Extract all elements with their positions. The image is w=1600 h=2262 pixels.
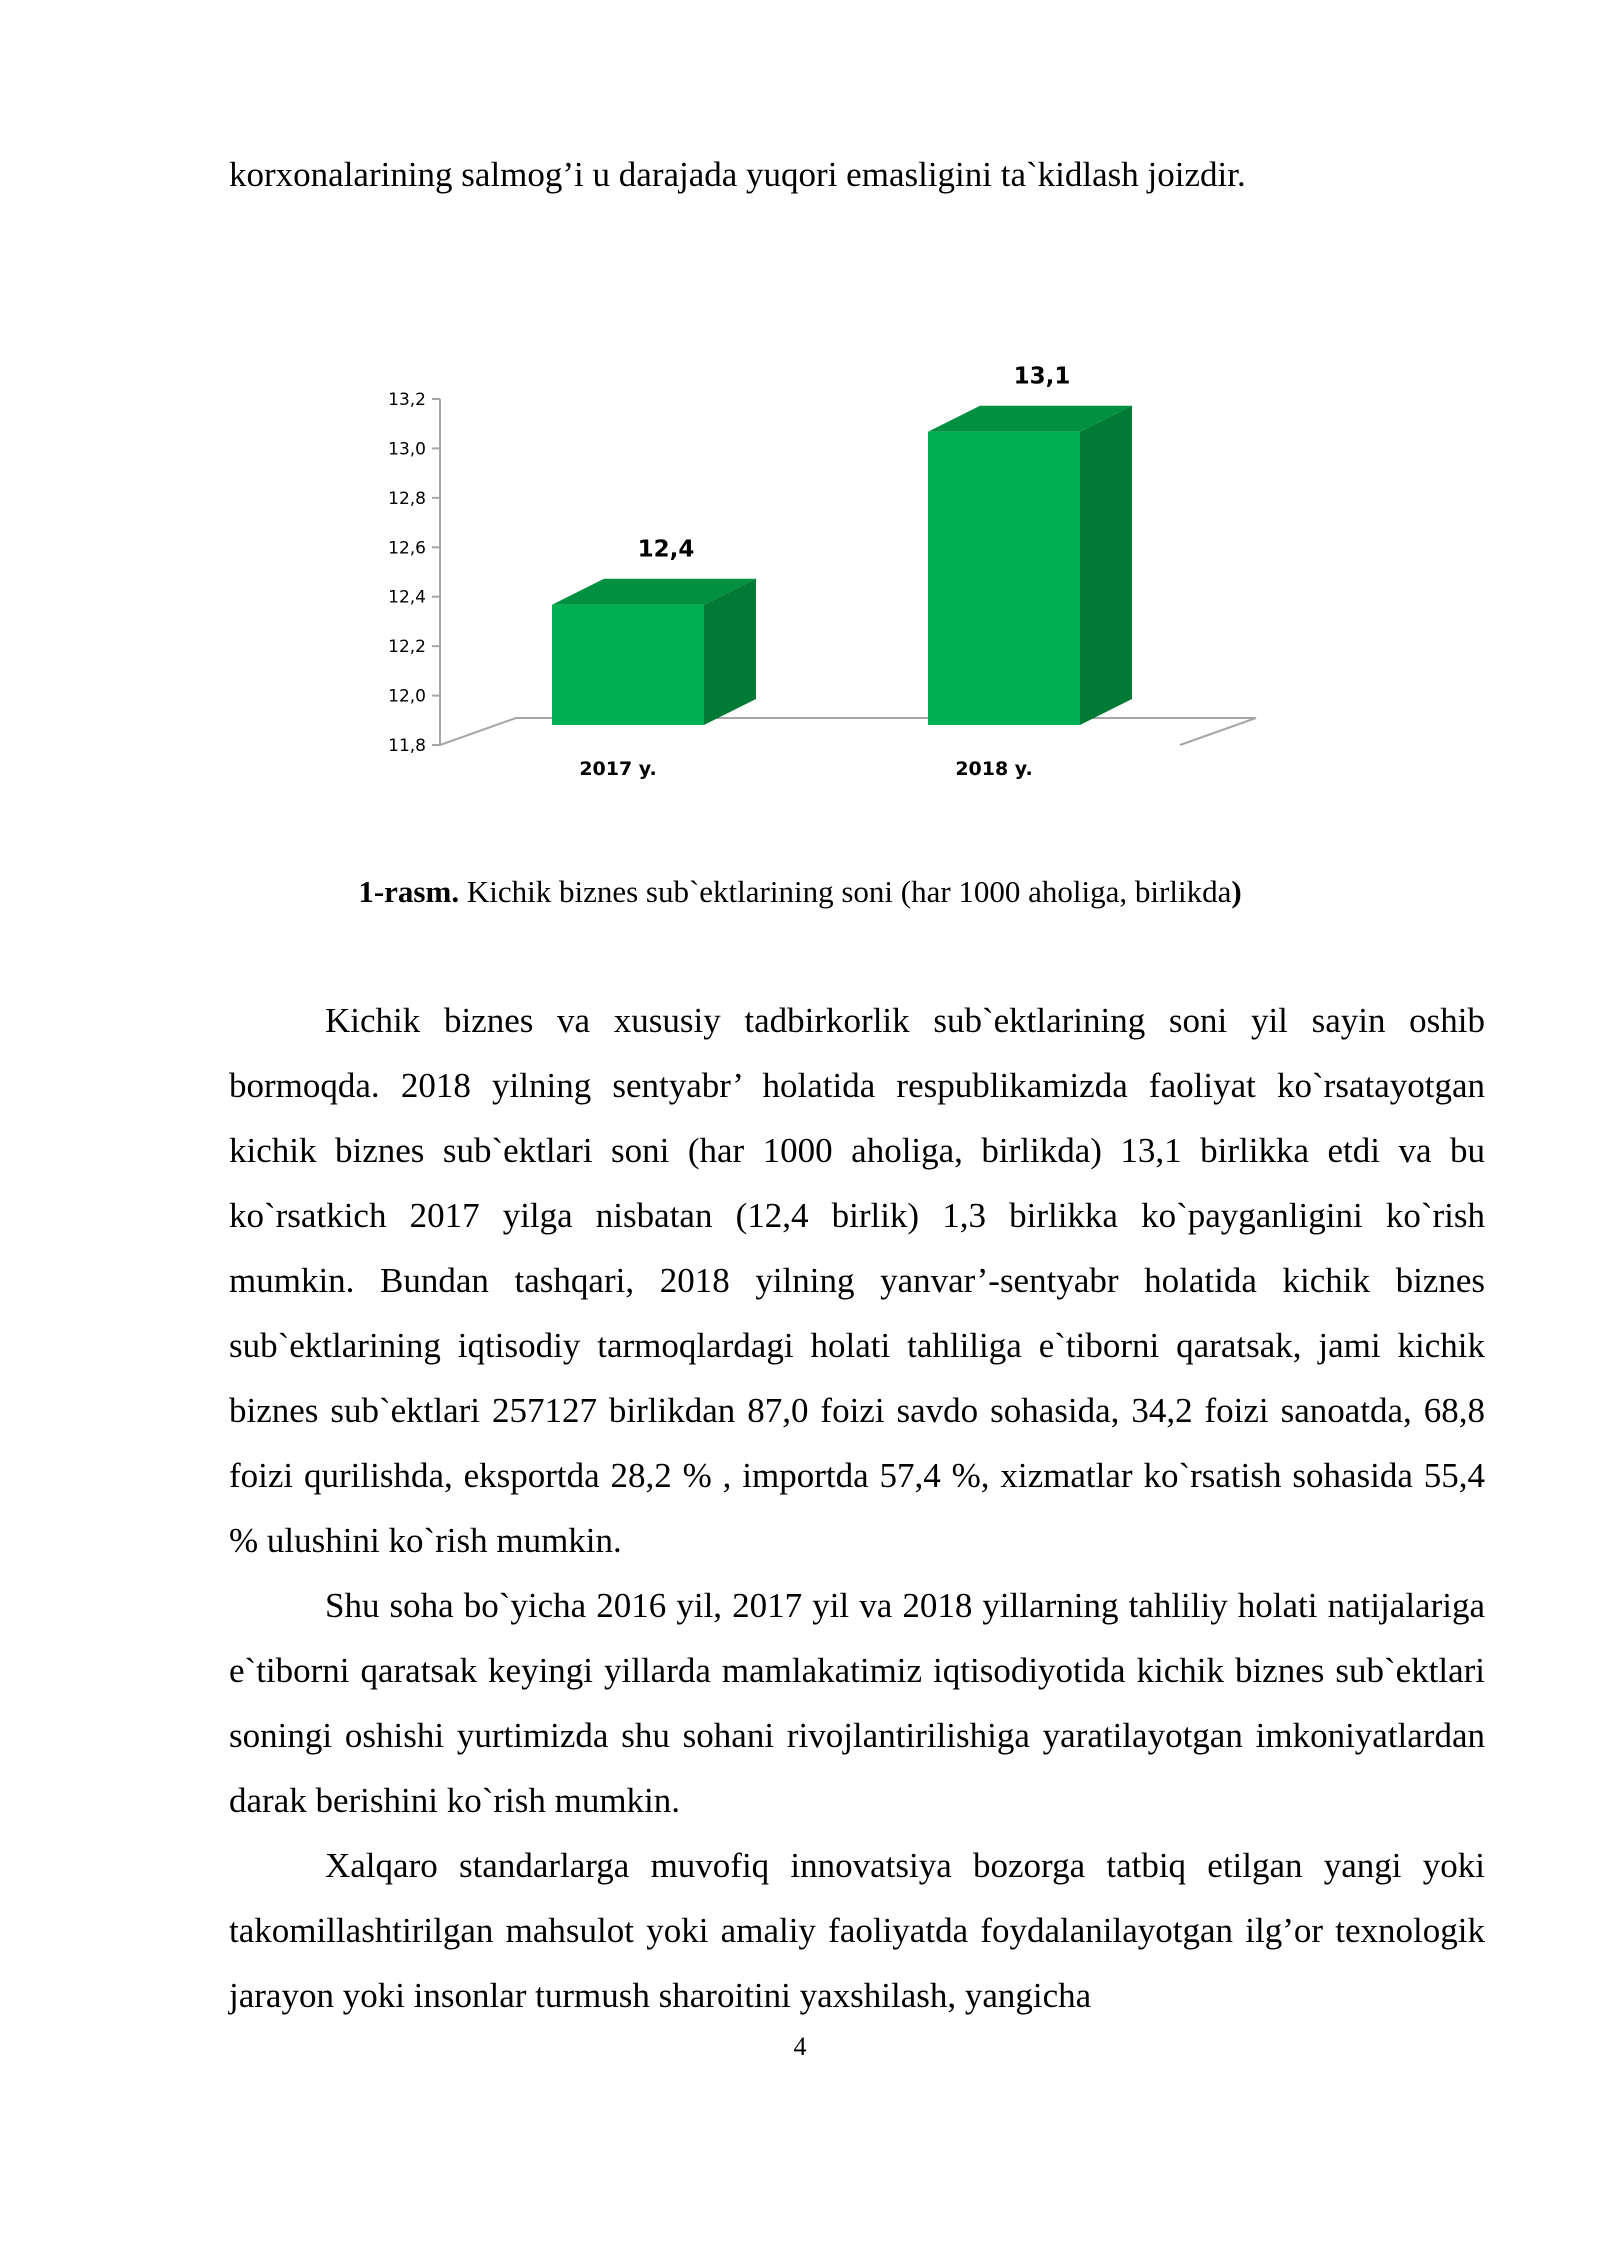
bar-chart bbox=[360, 330, 1350, 800]
y-tick-label: 12,6 bbox=[388, 538, 426, 559]
figure-caption-end: ) bbox=[1231, 874, 1242, 909]
page-number: 4 bbox=[793, 2032, 807, 2061]
y-tick-label: 13,2 bbox=[388, 390, 426, 410]
figure-caption-label: 1-rasm. bbox=[358, 874, 460, 909]
y-tick-label: 12,4 bbox=[388, 587, 426, 608]
body-text bbox=[229, 988, 1485, 2028]
data-label: 13,1 bbox=[1013, 363, 1071, 390]
bar-side bbox=[1080, 406, 1132, 725]
figure-caption bbox=[0, 870, 1600, 914]
intro-line: korxonalarining salmog’i u darajada yuqori emasligini ta`kidlash joizdir. bbox=[229, 155, 1246, 194]
bar bbox=[552, 605, 704, 725]
y-tick-label: 12,0 bbox=[388, 686, 426, 707]
paragraph-3: Xalqaro standarlarga muvofiq innovatsiya bozorga tatbiq etilgan yangi yoki takomillashtirilgan mahsulot yoki amaliy faoliyatda foydalanilayotgan ilg’or texnologik jarayon yoki insonlar turmush sharoitini yaxshilash, yangicha bbox=[229, 1846, 1485, 2015]
paragraph-2: Shu soha bo`yicha 2016 yil, 2017 yil va 2018 yillarning tahliliy holati natijalariga e`tiborni qaratsak keyingi yillarda mamlakatimiz iqtisodiyotida kichik biznes sub`ektlari soningi oshishi yurtimizda shu sohani rivojlantirilishiga yaratilayotgan imkoniyatlardan darak berishini ko`rish mumkin. bbox=[229, 1586, 1485, 1820]
data-label: 12,4 bbox=[637, 536, 695, 563]
x-tick-label: 2018 y. bbox=[955, 758, 1033, 780]
y-tick-label: 12,2 bbox=[388, 637, 426, 658]
paragraph-1: Kichik biznes va xususiy tadbirkorlik sub`ektlarining soni yil sayin oshib bormoqda. 2018 yilning sentyabr’ holatida respublikamizda faoliyat ko`rsatayotgan kichik biznes sub`ektlari soni (har 1000 aholiga, birlikda) 13,1 birlikka etdi va bu ko`rsatkich 2017 yilga nisbatan (12,4 birlik) 1,3 birlikka ko`payganligini ko`rish mumkin. Bundan tashqari, 2018 yilning yanvar’-sentyabr holatida kichik biznes sub`ektlarining iqtisodiy tarmoqlardagi holati tahliliga e`tiborni qaratsak, jami kichik biznes sub`ektlari 257127 birlikdan 87,0 foizi savdo sohasida, 34,2 foizi sanoatda, 68,8 foizi qurilishda, eksportda 28,2 % , importda 57,4 %, xizmatlar ko`rsatish sohasida 55,4 % ulushini ko`rish mumkin. bbox=[229, 1001, 1485, 1560]
y-tick-label: 12,8 bbox=[388, 488, 426, 509]
y-tick-label: 13,0 bbox=[388, 439, 426, 460]
figure-caption-text: Kichik biznes sub`ektlarining soni (har 1000 aholiga, birlikda bbox=[459, 874, 1232, 909]
x-tick-label: 2017 y. bbox=[579, 758, 657, 780]
y-tick-label: 11,8 bbox=[388, 736, 426, 756]
bar bbox=[928, 432, 1080, 725]
